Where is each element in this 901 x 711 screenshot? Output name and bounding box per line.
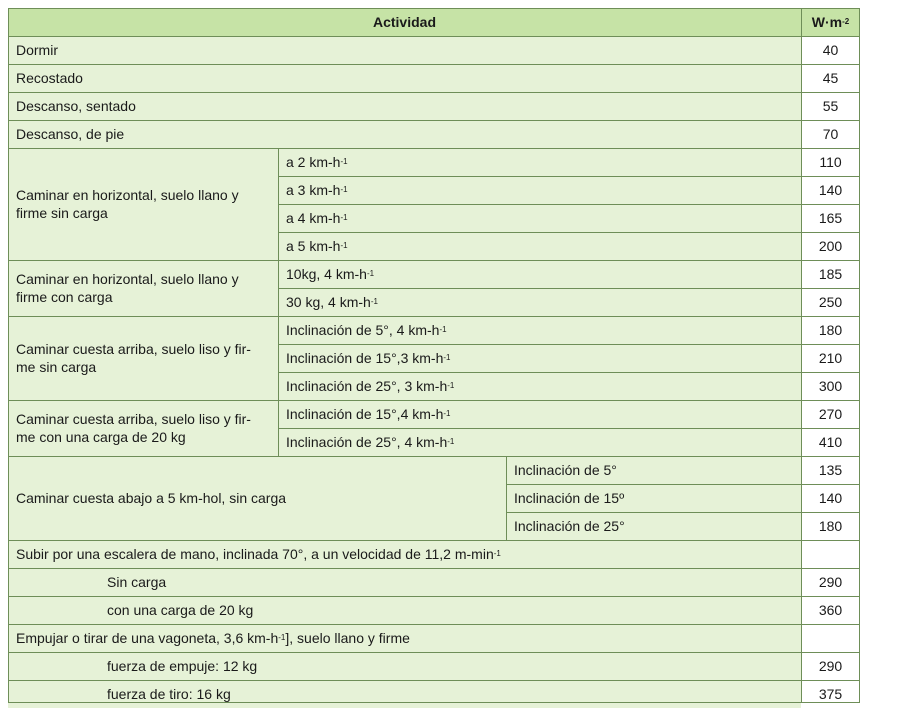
sub-row: Inclinación de 5°, 4 km-h -1	[278, 316, 801, 344]
sub-label: a 4 km-h	[286, 210, 341, 226]
value-text: 40	[822, 42, 839, 58]
table-value-empty	[801, 624, 860, 652]
header-unit: W·m -2	[801, 8, 860, 36]
table-row-descanso-pie	[8, 120, 801, 148]
sub-row	[506, 484, 801, 512]
table-value	[801, 428, 860, 456]
group-label: Caminar cuesta arriba, suelo liso y fir-me sin carga	[16, 341, 251, 375]
table-value	[801, 568, 860, 596]
table-value	[801, 596, 860, 624]
sub-row	[8, 652, 801, 680]
row-label: Recostado	[16, 70, 83, 86]
value-text: 375	[818, 686, 843, 702]
sub-row	[8, 680, 801, 708]
group-label: Caminar en horizontal, suelo llano y firme sin carga	[16, 187, 239, 221]
value-text: 140	[818, 182, 843, 198]
table-value	[801, 288, 860, 316]
group-label-ladder: Subir por una escalera de mano, inclinada 70°, a un velocidad de 11,2 m-min -1	[8, 540, 801, 568]
table-value	[801, 148, 860, 176]
value-text: 290	[818, 658, 843, 674]
value-text: 360	[818, 602, 843, 618]
value-text: 410	[818, 434, 843, 450]
value-text: 140	[818, 490, 843, 506]
value-text: 300	[818, 378, 843, 394]
header-activity-label: Actividad	[372, 14, 436, 30]
group-label-walk-load	[8, 260, 278, 316]
sub-row	[506, 456, 801, 484]
value-text: 180	[818, 518, 843, 534]
group-label-downhill	[8, 456, 506, 540]
table-row-dormir	[8, 36, 801, 64]
value-text: 135	[818, 462, 843, 478]
table-row-descanso-sentado	[8, 92, 801, 120]
value-text: 55	[822, 98, 839, 114]
sub-row	[8, 596, 801, 624]
table-value	[801, 680, 860, 708]
value-text: 185	[818, 266, 843, 282]
value-text: 210	[818, 350, 843, 366]
row-label: Descanso, sentado	[16, 98, 136, 114]
sub-label: fuerza de empuje: 12 kg	[107, 658, 258, 674]
table-value	[801, 92, 860, 120]
sub-row: 10kg, 4 km-h -1	[278, 260, 801, 288]
sub-label: Inclinación de 5°	[514, 462, 617, 478]
sub-label: a 2 km-h	[286, 154, 341, 170]
table-value	[801, 512, 860, 540]
sub-label: Inclinación de 25°, 3 km-h	[286, 378, 448, 394]
value-text: 70	[822, 126, 839, 142]
sub-row: Inclinación de 15°,3 km-h -1	[278, 344, 801, 372]
sub-label: Sin carga	[107, 574, 167, 590]
sub-label: Inclinación de 25°, 4 km-h	[286, 434, 448, 450]
sub-row: a 3 km-h -1	[278, 176, 801, 204]
group-label-walk-no-load	[8, 148, 278, 260]
table-value	[801, 456, 860, 484]
sub-row: a 2 km-h -1	[278, 148, 801, 176]
group-label-tail: ], suelo llano y firme	[285, 630, 410, 646]
value-text: 270	[818, 406, 843, 422]
value-text: 180	[818, 322, 843, 338]
sub-row	[506, 512, 801, 540]
table-row-recostado	[8, 64, 801, 92]
sub-row: a 5 km-h -1	[278, 232, 801, 260]
sub-label: a 3 km-h	[286, 182, 341, 198]
value-text: 45	[822, 70, 839, 86]
table-value	[801, 260, 860, 288]
sub-row	[8, 568, 801, 596]
sub-label: con una carga de 20 kg	[107, 602, 254, 618]
table-value-empty	[801, 540, 860, 568]
group-label: Caminar cuesta arriba, suelo liso y fir-me con una carga de 20 kg	[16, 411, 251, 445]
header-activity	[8, 8, 801, 36]
table-value	[801, 652, 860, 680]
sub-label: 10kg, 4 km-h	[286, 266, 367, 282]
sub-label: Inclinación de 15°,4 km-h	[286, 406, 444, 422]
group-label: Caminar cuesta abajo a 5 km-hol, sin carga	[16, 490, 287, 506]
table-value	[801, 36, 860, 64]
table-value	[801, 120, 860, 148]
sub-label: Inclinación de 15°,3 km-h	[286, 350, 444, 366]
table-value	[801, 316, 860, 344]
value-text: 200	[818, 238, 843, 254]
group-label-uphill-load	[8, 400, 278, 456]
table-value	[801, 344, 860, 372]
table-value	[801, 64, 860, 92]
sub-row: Inclinación de 25°, 4 km-h -1	[278, 428, 801, 456]
table-value	[801, 400, 860, 428]
value-text: 250	[818, 294, 843, 310]
row-label: Dormir	[16, 42, 58, 58]
header-unit-label: W·m	[811, 14, 843, 30]
group-label: Caminar en horizontal, suelo llano y firme con carga	[16, 271, 239, 305]
row-label: Descanso, de pie	[16, 126, 125, 142]
table-value	[801, 232, 860, 260]
sub-row: 30 kg, 4 km-h -1	[278, 288, 801, 316]
sub-label: Inclinación de 5°, 4 km-h	[286, 322, 440, 338]
sub-label: 30 kg, 4 km-h	[286, 294, 371, 310]
group-label: Subir por una escalera de mano, inclinada 70°, a un velocidad de 11,2 m-min	[16, 546, 494, 562]
group-label: Empujar o tirar de una vagoneta, 3,6 km-h	[16, 630, 279, 646]
sub-row: Inclinación de 15°,4 km-h -1	[278, 400, 801, 428]
group-label-uphill-no-load	[8, 316, 278, 400]
sub-row: Inclinación de 25°, 3 km-h -1	[278, 372, 801, 400]
sub-label: Inclinación de 15º	[514, 490, 625, 506]
value-text: 110	[819, 154, 842, 170]
value-text: 290	[818, 574, 843, 590]
group-label-cart: Empujar o tirar de una vagoneta, 3,6 km-h -1 ], suelo llano y firme	[8, 624, 801, 652]
table-value	[801, 204, 860, 232]
sub-row: a 4 km-h -1	[278, 204, 801, 232]
table-value	[801, 176, 860, 204]
sub-label: fuerza de tiro: 16 kg	[107, 686, 231, 702]
sub-label: a 5 km-h	[286, 238, 341, 254]
sub-label: Inclinación de 25°	[514, 518, 625, 534]
table-value	[801, 372, 860, 400]
table-value	[801, 484, 860, 512]
value-text: 165	[818, 210, 843, 226]
